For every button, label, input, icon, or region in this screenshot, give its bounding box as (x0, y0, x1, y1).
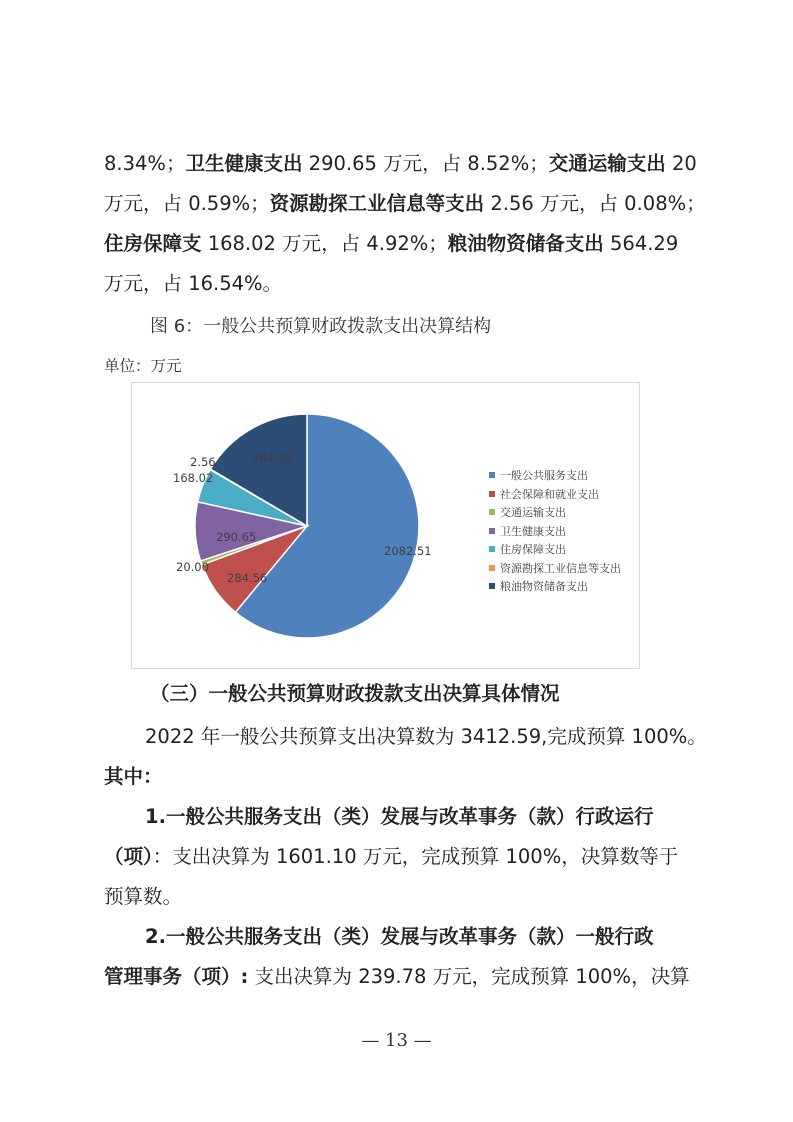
legend-item (489, 485, 621, 504)
term-health: 卫生健康支出 (185, 152, 303, 175)
legend-swatch (489, 583, 495, 589)
legend-label: 卫生健康支出 (500, 524, 566, 538)
data-label: 20.00 (176, 560, 209, 574)
legend-label: 一般公共服务支出 (500, 469, 588, 483)
para-line-2: 万元，占 0.59%；资源勘探工业信息等支出 2.56 万元，占 0.08%； (104, 192, 706, 215)
item2-title: 2.一般公共服务支出（类）发展与改革事务（款）一般行政 (145, 925, 654, 948)
legend-item (489, 540, 621, 559)
term-resources: 资源勘探工业信息等支出 (269, 192, 485, 215)
term-grain: 粮油物资储备支出 (447, 232, 604, 255)
chart-legend (489, 466, 621, 596)
data-label: 2082.51 (384, 544, 432, 558)
term-housing: 住房保障支 (104, 232, 202, 255)
legend-label: 交通运输支出 (500, 506, 566, 520)
para-line-3: 住房保障支 168.02 万元，占 4.92%；粮油物资储备支出 564.29 (104, 232, 679, 255)
para-line-4: 万元，占 16.54%。 (104, 272, 283, 295)
data-label: 290.65 (216, 530, 257, 544)
legend-swatch (489, 472, 495, 478)
data-label: 284.56 (227, 571, 268, 585)
legend-item (489, 522, 621, 541)
legend-item (489, 577, 621, 596)
summary-line-2: 其中： (104, 765, 163, 788)
figure-unit: 单位：万元 (104, 357, 182, 375)
term-transport: 交通运输支出 (548, 152, 666, 175)
legend-item (489, 559, 621, 578)
data-label: 2.56 (190, 455, 216, 469)
legend-label: 住房保障支出 (500, 543, 566, 557)
item1-line-2: （项）：支出决算为 1601.10 万元，完成预算 100%，决算数等于 (104, 845, 679, 868)
pie-chart (131, 382, 640, 669)
section-heading: （三）一般公共预算财政拨款支出决算具体情况 (150, 682, 560, 705)
item1-title: 1.一般公共服务支出（类）发展与改革事务（款）行政运行 (145, 805, 654, 828)
data-label: 564.29 (252, 451, 293, 465)
legend-label: 资源勘探工业信息等支出 (500, 561, 621, 575)
legend-label: 社会保障和就业支出 (500, 487, 599, 501)
page-number: — 13 — (361, 1030, 432, 1051)
data-label: 168.02 (173, 471, 214, 485)
legend-item (489, 503, 621, 522)
item1-line-3: 预算数。 (104, 885, 183, 908)
legend-swatch (489, 491, 495, 497)
legend-swatch (489, 509, 495, 515)
legend-swatch (489, 546, 495, 552)
item2-line-2: 管理事务（项）: 支出决算为 239.78 万元，完成预算 100%，决算 (104, 965, 690, 988)
legend-item (489, 466, 621, 485)
summary-line: 2022 年一般公共预算支出决算数为 3412.59,完成预算 100%。 (145, 725, 707, 748)
legend-swatch (489, 528, 495, 534)
figure-caption: 图 6：一般公共预算财政拨款支出决算结构 (150, 316, 492, 337)
legend-swatch (489, 565, 495, 571)
legend-label: 粮油物资储备支出 (500, 580, 588, 594)
para-line-1: 8.34%；卫生健康支出 290.65 万元，占 8.52%；交通运输支出 20 (104, 152, 697, 175)
